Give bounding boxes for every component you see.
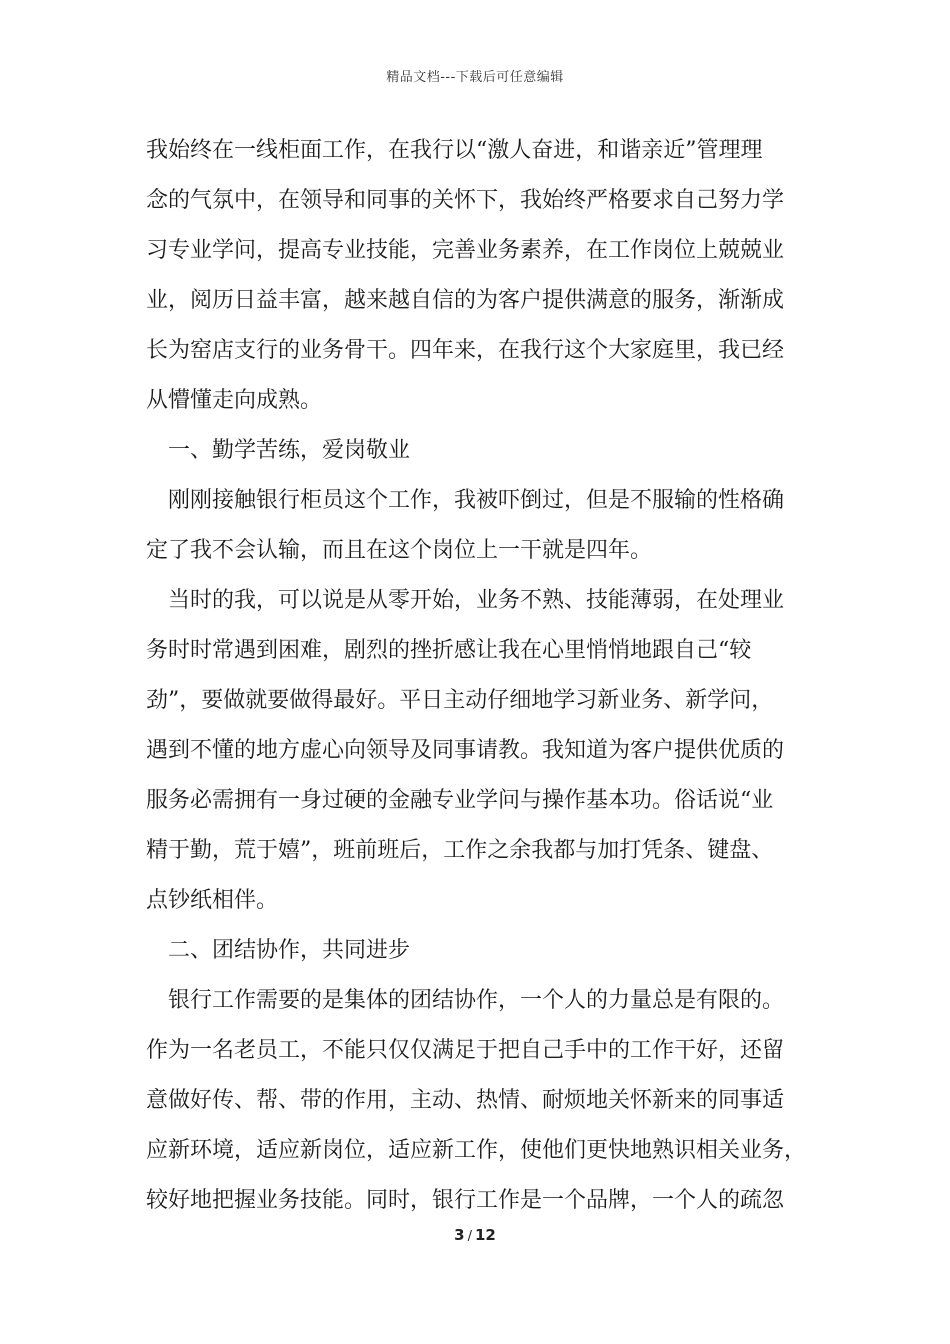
text-line: 意做好传、帮、带的作用，主动、热情、耐烦地关怀新来的同事适 bbox=[146, 1088, 785, 1113]
section-heading: 一、勤学苦练，爱岗敬业 bbox=[168, 438, 411, 463]
total-pages-number: 12 bbox=[474, 1226, 496, 1244]
text-line: 从懵懂走向成熟。 bbox=[146, 388, 323, 413]
text-line: 精于勤，荒于嬉”，班前班后，工作之余我都与加打凭条、键盘、 bbox=[146, 838, 774, 863]
page-number bbox=[0, 1226, 950, 1244]
text-line: 银行工作需要的是集体的团结协作，一个人的力量总是有限的。 bbox=[168, 988, 785, 1013]
text-line: 遇到不懂的地方虚心向领导及同事请教。我知道为客户提供优质的 bbox=[146, 738, 785, 763]
page-separator: / bbox=[467, 1229, 472, 1244]
section-heading: 二、团结协作，共同进步 bbox=[168, 938, 411, 963]
text-line: 当时的我，可以说是从零开始，业务不熟、技能薄弱，在处理业 bbox=[168, 588, 785, 613]
text-line: 作为一名老员工，不能只仅仅满足于把自己手中的工作干好，还留 bbox=[146, 1038, 785, 1063]
text-line: 刚刚接触银行柜员这个工作，我被吓倒过，但是不服输的性格确 bbox=[168, 488, 785, 513]
text-line: 点钞纸相伴。 bbox=[146, 888, 279, 913]
text-line: 较好地把握业务技能。同时，银行工作是一个品牌，一个人的疏忽 bbox=[146, 1188, 785, 1213]
page-header: 精品文档---下载后可任意编辑 bbox=[386, 70, 564, 85]
text-line: 念的气氛中，在领导和同事的关怀下，我始终严格要求自己努力学 bbox=[146, 188, 785, 213]
text-line: 劲”，要做就要做得最好。平日主动仔细地学习新业务、新学问， bbox=[146, 688, 774, 713]
text-line: 习专业学问，提高专业技能，完善业务素养，在工作岗位上兢兢业 bbox=[146, 238, 785, 263]
text-line: 长为窑店支行的业务骨干。四年来，在我行这个大家庭里，我已经 bbox=[146, 338, 785, 363]
text-line: 业，阅历日益丰富，越来越自信的为客户提供满意的服务，渐渐成 bbox=[146, 288, 785, 313]
text-line: 我始终在一线柜面工作，在我行以“激人奋进，和谐亲近”管理理 bbox=[146, 138, 763, 163]
text-line: 服务必需拥有一身过硬的金融专业学问与操作基本功。俗话说“业 bbox=[146, 788, 774, 813]
document-body bbox=[146, 126, 814, 1226]
text-line: 定了我不会认输，而且在这个岗位上一干就是四年。 bbox=[146, 538, 653, 563]
current-page-number: 3 bbox=[454, 1226, 465, 1244]
text-line: 务时时常遇到困难，剧烈的挫折感让我在心里悄悄地跟自己“较 bbox=[146, 638, 752, 663]
text-line: 应新环境，适应新岗位，适应新工作，使他们更快地熟识相关业务， bbox=[146, 1138, 807, 1163]
